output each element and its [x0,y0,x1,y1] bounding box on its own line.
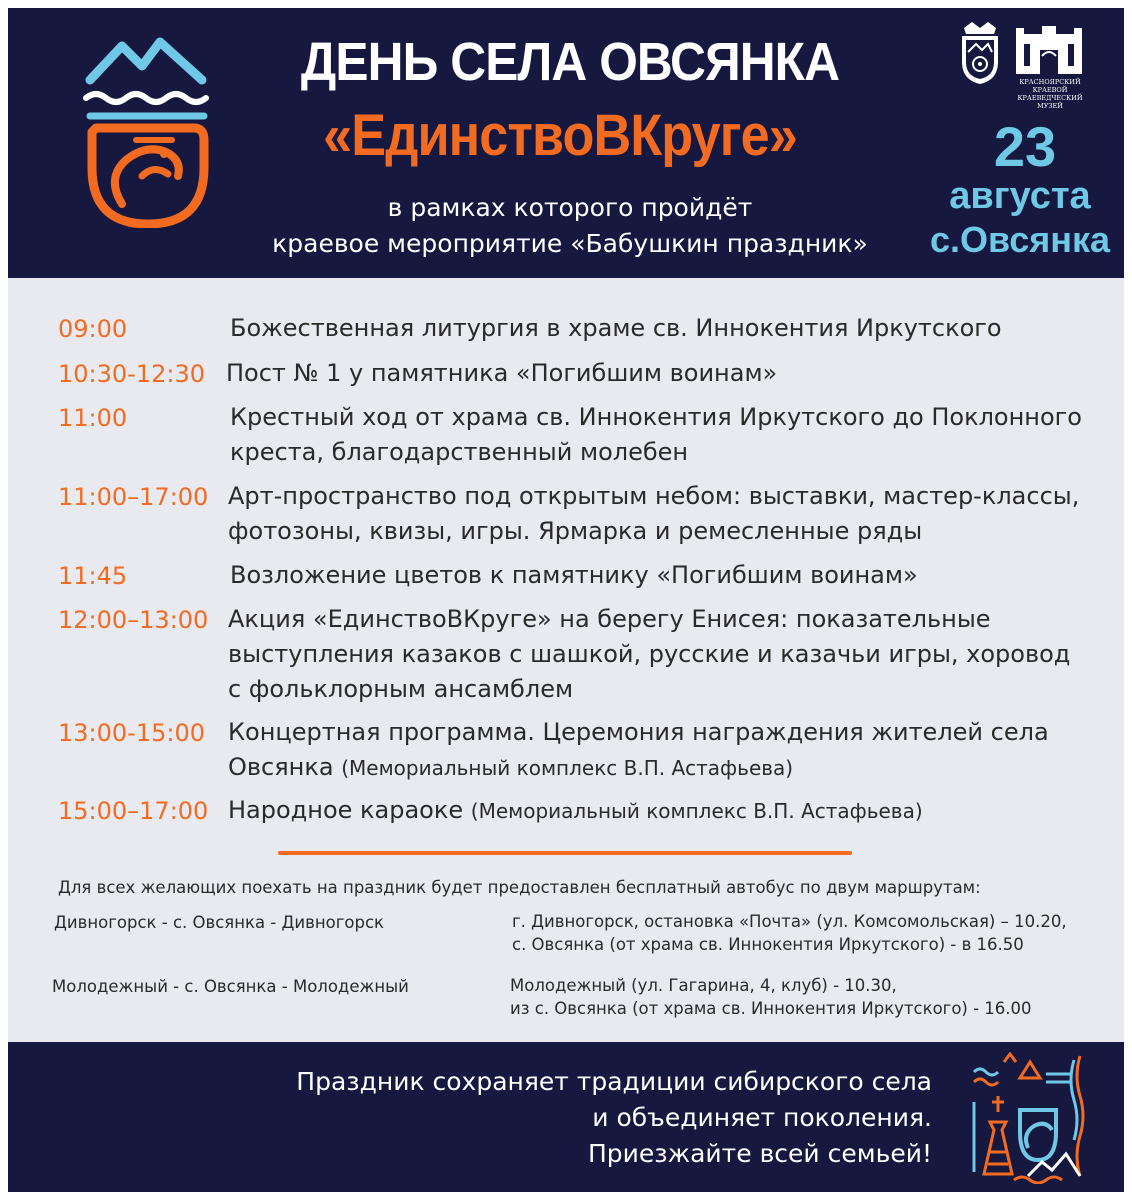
bus-route-detail: Молодежный (ул. Гагарина, 4, клуб) - 10.30, из с. Овсянка (от храма св. Иннокентия Иркутского) - 16.00 [510,976,1032,1018]
schedule-description: Народное караоке (Мемориальный комплекс В.П. Астафьева) [228,796,923,824]
schedule-time: 10:30-12:30 [58,360,205,388]
bus-route-name: Молодежный - с. Овсянка - Молодежный [52,977,409,996]
museum-name: КРАСНОЯРСКИЙ КРАЕВОЙ КРАЕВЕДЧЕСКИЙ МУЗЕЙ [1017,78,1083,110]
date-place: с.Овсянка [929,219,1111,260]
bus-route-detail: г. Дивногорск, остановка «Почта» (ул. Комсомольская) – 10.20, с. Овсянка (от храма св. Иннокентия Иркутского) - в 16.50 [512,912,1067,954]
orange-divider [278,851,852,855]
date-day: 23 [993,115,1057,178]
schedule-description: Пост № 1 у памятника «Погибшим воинам» [226,359,778,387]
schedule-time: 11:00–17:00 [58,483,209,511]
decorative-village-emblem-icon [968,1052,1088,1184]
schedule-description: Акция «ЕдинствоВКруге» на берегу Енисея: показательные выступления казаков с шашкой, русские и казачьи игры, хоровод с фольклорным ансамблем [228,605,1071,703]
schedule-time: 11:45 [58,562,128,590]
bus-intro-text: Для всех желающих поехать на праздник будет предоставлен бесплатный автобус по двум маршрутам: [58,878,981,897]
coat-of-arms-icon [958,22,1002,84]
schedule-time: 13:00-15:00 [58,719,205,747]
event-slogan: «ЕдинствоВКруге» [323,103,797,168]
schedule-description: Арт-пространство под открытым небом: выставки, мастер-классы, фотозоны, квизы, игры. Ярмарка и ремесленные ряды [228,482,1080,545]
schedule-time: 15:00–17:00 [58,797,209,825]
footer-message: Праздник сохраняет традиции сибирского села и объединяет поколения. Приезжайте всей семьей! [296,1067,932,1168]
schedule-time: 09:00 [58,315,128,343]
bus-route-name: Дивногорск - с. Овсянка - Дивногорск [54,913,385,932]
event-subtitle: в рамках которого пройдёт краевое мероприятие «Бабушкин праздник» [272,193,868,258]
schedule-description: Возложение цветов к памятнику «Погибшим воинам» [230,561,918,589]
date-month: августа [949,175,1091,217]
event-title: ДЕНЬ СЕЛА ОВСЯНКА [300,32,840,92]
village-fish-logo-icon [82,28,212,228]
schedule-time: 11:00 [58,404,128,432]
schedule-description: Концертная программа. Церемония награждения жителей села Овсянка (Мемориальный комплекс В.П. Астафьева) [228,718,1049,781]
schedule-description: Крестный ход от храма св. Иннокентия Иркутского до Поклонного креста, благодарственный молебен [230,403,1082,466]
schedule-description: Божественная литургия в храме св. Иннокентия Иркутского [230,314,1002,342]
schedule-time: 12:00–13:00 [58,606,209,634]
